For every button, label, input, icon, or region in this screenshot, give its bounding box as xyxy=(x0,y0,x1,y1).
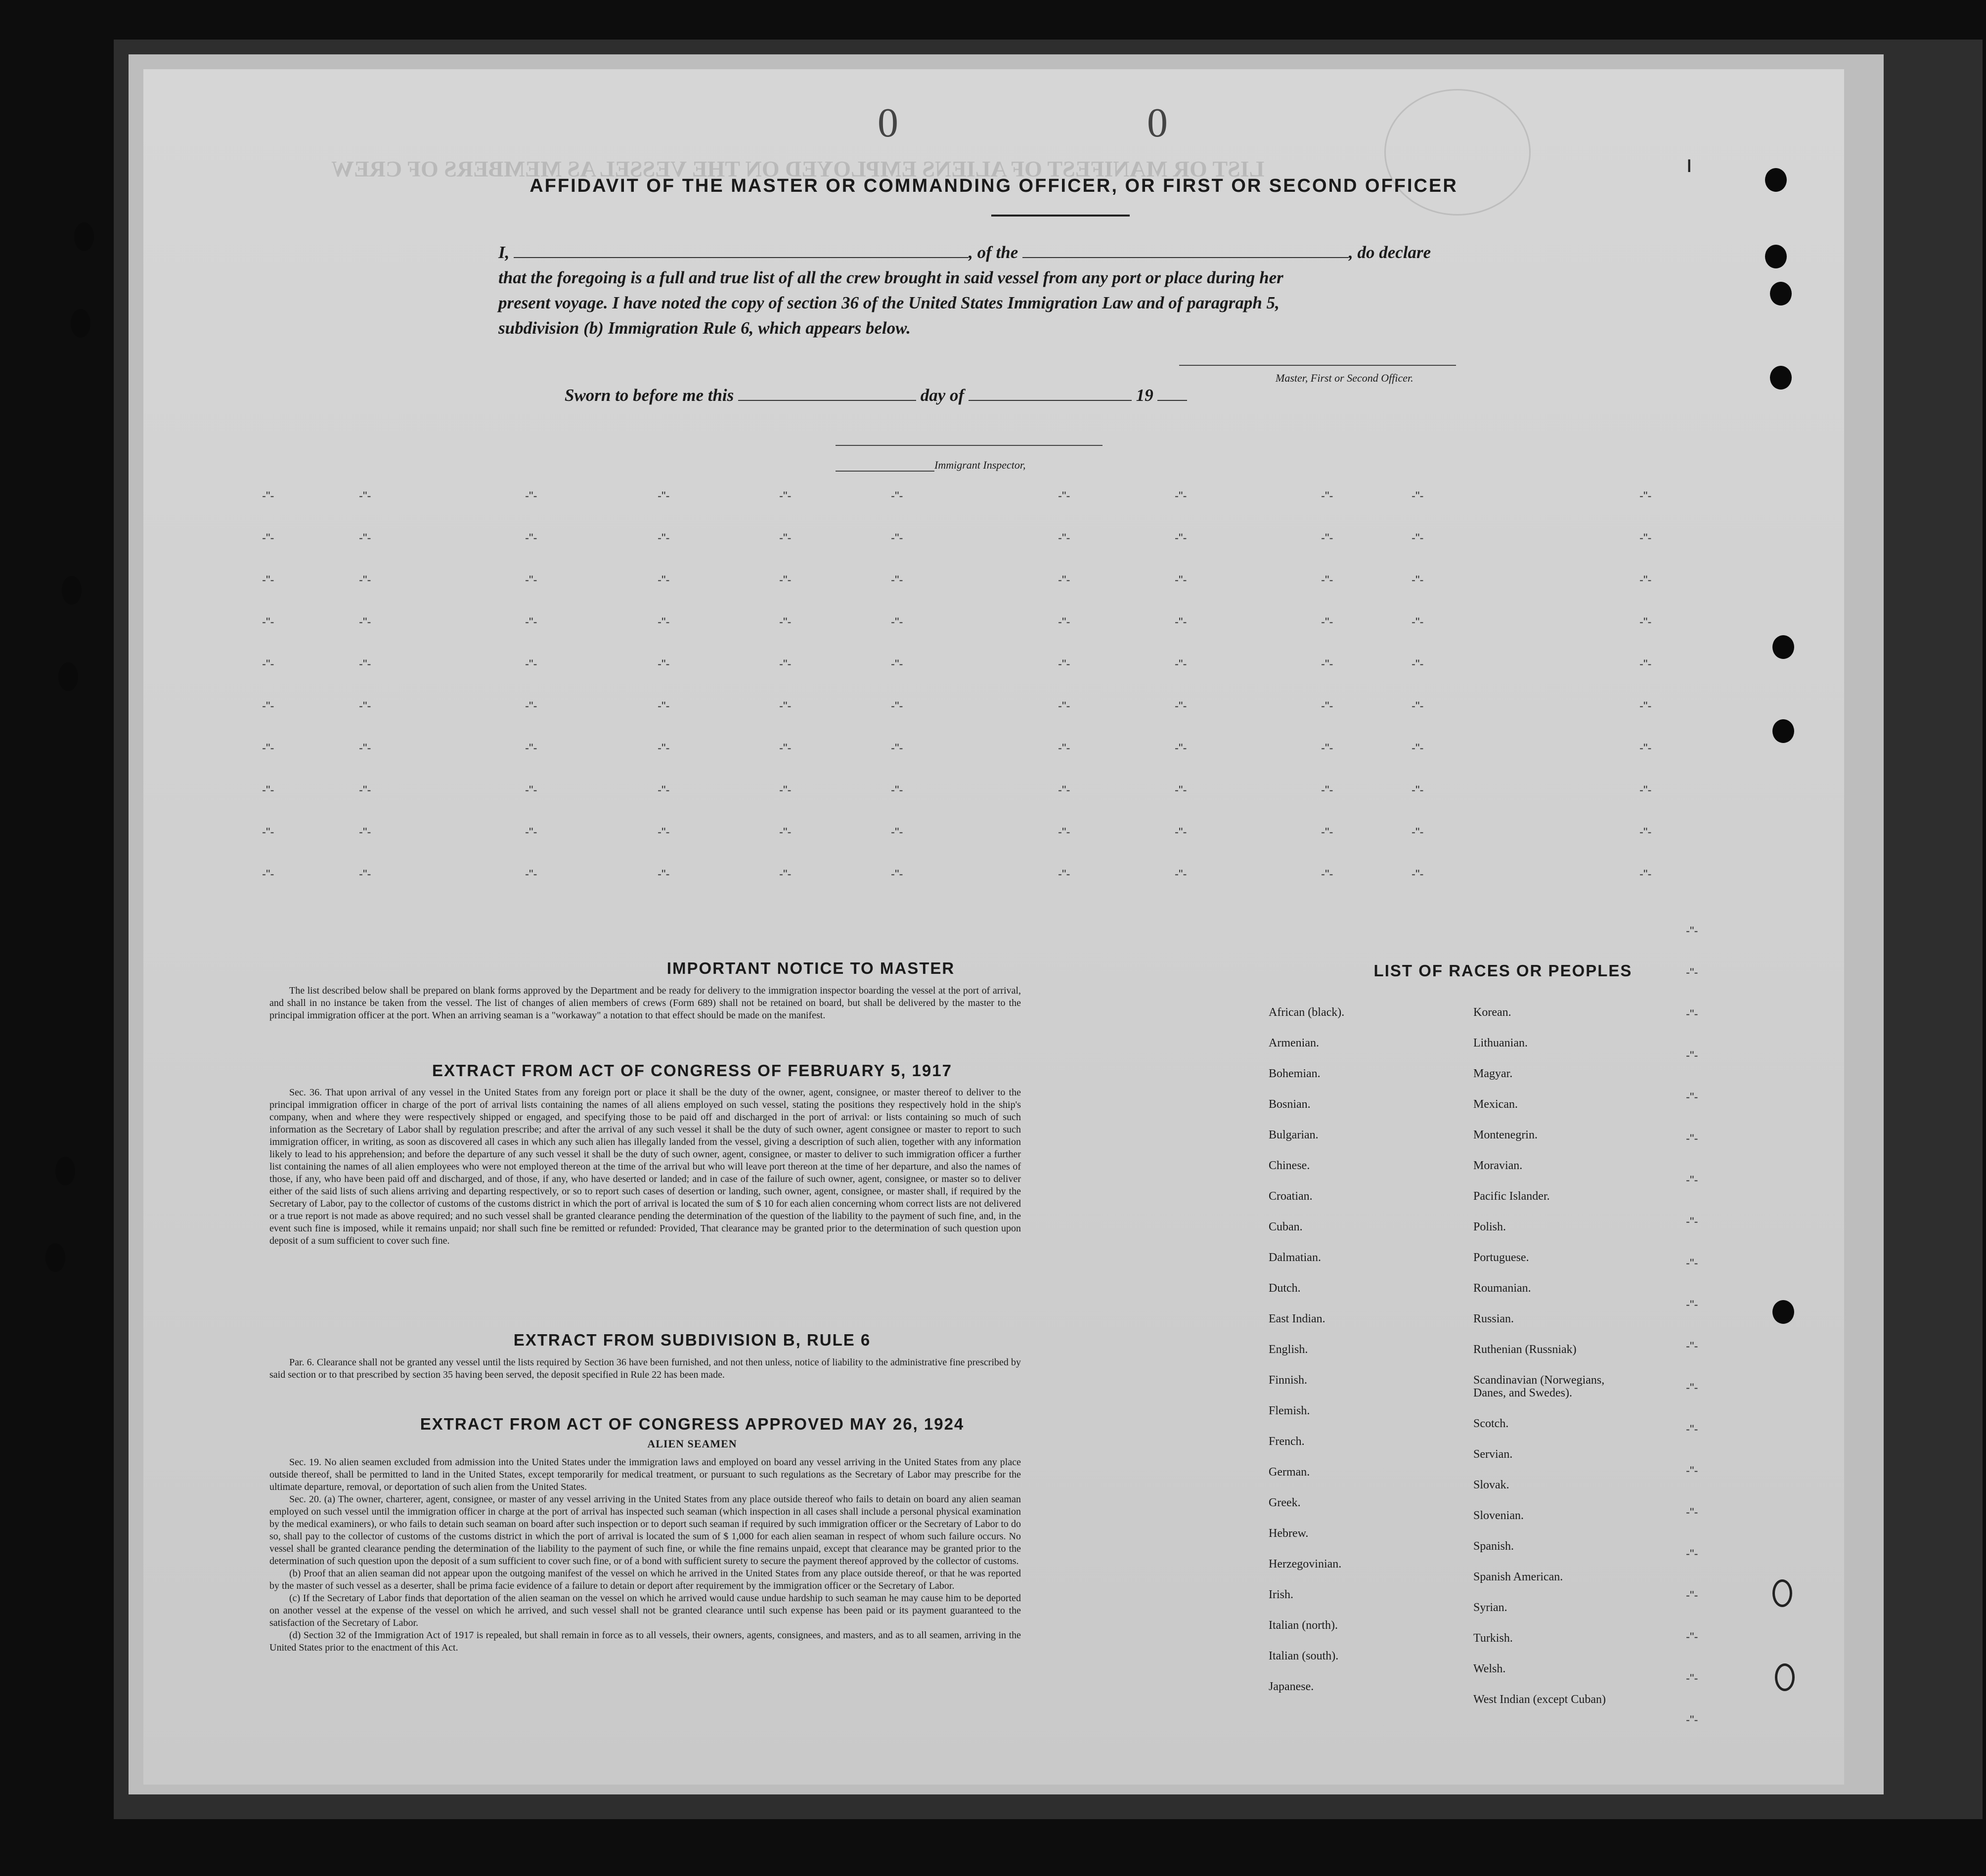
rule-6-text xyxy=(269,1356,1021,1381)
ditto-mark: -"- xyxy=(658,742,670,755)
ditto-mark: -"- xyxy=(1686,1007,1698,1021)
race-item: Lithuanian. xyxy=(1473,1037,1528,1049)
bleed-through-text: LIST OR MANIFEST OF ALIENS EMPLOYED ON THE VESSEL AS MEMBERS OF CREW xyxy=(331,156,1265,181)
punch-hole xyxy=(1772,719,1794,743)
ditto-mark: -"- xyxy=(1175,657,1187,671)
punch-hole xyxy=(1772,1300,1794,1324)
ditto-mark: -"- xyxy=(525,657,537,671)
affidavit-title: AFFIDAVIT OF THE MASTER OR COMMANDING OFFICER, OR FIRST OR SECOND OFFICER xyxy=(530,175,1458,196)
ditto-mark: -"- xyxy=(1058,657,1070,671)
race-item: Bulgarian. xyxy=(1269,1129,1319,1141)
year-text: 19 xyxy=(1136,386,1153,405)
ditto-mark: -"- xyxy=(891,531,903,545)
ditto-mark: -"- xyxy=(1686,1049,1698,1062)
ditto-mark: -"- xyxy=(359,615,371,629)
ditto-mark: -"- xyxy=(1686,1423,1698,1436)
ditto-mark: -"- xyxy=(658,699,670,713)
ditto-mark: -"- xyxy=(525,826,537,839)
title-underline xyxy=(991,215,1130,217)
sworn-line xyxy=(565,386,1187,405)
race-item: Croatian. xyxy=(1269,1190,1313,1203)
ditto-mark: -"- xyxy=(658,784,670,797)
vessel-blank xyxy=(1022,257,1349,258)
name-blank xyxy=(514,257,969,258)
ditto-mark: -"- xyxy=(891,784,903,797)
race-item: Montenegrin. xyxy=(1473,1129,1538,1141)
ditto-mark: -"- xyxy=(1058,868,1070,881)
ditto-mark: -"- xyxy=(891,826,903,839)
ditto-mark: -"- xyxy=(1639,573,1652,587)
affidavit-body xyxy=(498,240,1586,341)
ditto-mark: -"- xyxy=(891,742,903,755)
races-title: LIST OF RACES OR PEOPLES xyxy=(1373,961,1633,980)
binder-hole xyxy=(55,1157,75,1185)
race-item: Mexican. xyxy=(1473,1098,1518,1111)
race-item: East Indian. xyxy=(1269,1312,1325,1325)
ditto-mark: -"- xyxy=(1058,742,1070,755)
act-1924-sec-20c: (c) If the Secretary of Labor finds that deportation of the alien seaman on the vessel on which he arrived would cause undue hardship to such seaman he may cause him to be deported on another vessel at the expense of the vessel on which he arrived, and such vessel shall not be granted clearance until such expense has been paid or its payment guaranteed to the satisfaction of the Secretary of Labor. xyxy=(269,1593,1021,1628)
ditto-mark: -"- xyxy=(359,489,371,503)
race-item: Dutch. xyxy=(1269,1282,1301,1295)
ditto-mark: -"- xyxy=(1412,826,1424,839)
master-signature-line xyxy=(1179,365,1456,366)
ditto-mark: -"- xyxy=(1686,1589,1698,1602)
punch-hole xyxy=(1772,635,1794,659)
ditto-mark: -"- xyxy=(1686,1381,1698,1395)
race-item: Japanese. xyxy=(1269,1680,1314,1693)
race-item: African (black). xyxy=(1269,1006,1345,1019)
ditto-mark: -"- xyxy=(1686,1091,1698,1104)
punch-hole xyxy=(1770,366,1792,390)
affidavit-line-1 xyxy=(498,240,1586,265)
affidavit-line-4: subdivision (b) Immigration Rule 6, which appears below. xyxy=(498,318,911,338)
race-item: Bosnian. xyxy=(1269,1098,1311,1111)
race-item: Magyar. xyxy=(1473,1067,1513,1080)
race-item: Italian (south). xyxy=(1269,1650,1339,1662)
ditto-mark: -"- xyxy=(779,489,792,503)
ditto-mark: -"- xyxy=(1175,699,1187,713)
ditto-mark: -"- xyxy=(262,573,274,587)
ditto-mark: -"- xyxy=(1686,1464,1698,1478)
year-blank xyxy=(1157,400,1187,401)
race-item: Chinese. xyxy=(1269,1159,1310,1172)
inspector-signature-line xyxy=(836,445,1103,446)
ditto-mark: -"- xyxy=(1686,1215,1698,1228)
ditto-mark: -"- xyxy=(1639,615,1652,629)
race-item: Dalmatian. xyxy=(1269,1251,1321,1264)
day-of-text: day of xyxy=(920,386,965,405)
ditto-mark: -"- xyxy=(779,699,792,713)
ditto-mark: -"- xyxy=(1321,699,1333,713)
ditto-mark: -"- xyxy=(1058,826,1070,839)
ditto-mark: -"- xyxy=(359,784,371,797)
race-item: West Indian (except Cuban) xyxy=(1473,1693,1606,1706)
race-item: Korean. xyxy=(1473,1006,1511,1019)
ditto-mark: -"- xyxy=(1639,489,1652,503)
ditto-mark: -"- xyxy=(525,784,537,797)
act-1924-sec-20b: (b) Proof that an alien seaman did not appear upon the outgoing manifest of the vessel on which he arrived in the United States from any place outside thereof, or that he was reported by the master of such vessel as a deserter, shall be prima facie evidence of a failure to detain or deport after requirement by the immigration officer or the Secretary of Labor. xyxy=(269,1568,1021,1591)
ditto-mark: -"- xyxy=(1412,868,1424,881)
ditto-mark: -"- xyxy=(1686,1340,1698,1353)
ditto-mark: -"- xyxy=(1175,742,1187,755)
ditto-mark: -"- xyxy=(1686,966,1698,979)
ditto-mark: -"- xyxy=(658,531,670,545)
act-1924-sec-20d: (d) Section 32 of the Immigration Act of 1917 is repealed, but shall remain in force as to all vessels, their owners, agents, consignees, and masters, and as to all seamen, arriving in the United States prior to the enactment of this Act. xyxy=(269,1630,1021,1653)
affidavit-i: I, xyxy=(498,243,510,262)
ditto-mark: -"- xyxy=(262,615,274,629)
ditto-mark: -"- xyxy=(1058,784,1070,797)
manifest-page xyxy=(143,69,1844,1785)
ditto-mark: -"- xyxy=(1412,489,1424,503)
ditto-mark: -"- xyxy=(658,489,670,503)
race-item: Roumanian. xyxy=(1473,1282,1531,1295)
ditto-mark: -"- xyxy=(1686,1547,1698,1561)
affidavit-line-2: that the foregoing is a full and true list of all the crew brought in said vessel from any port or place during her xyxy=(498,268,1283,287)
ditto-mark: -"- xyxy=(1175,826,1187,839)
ditto-mark: -"- xyxy=(1412,531,1424,545)
day-blank xyxy=(738,400,916,401)
sworn-text: Sworn to before me this xyxy=(565,386,734,405)
ditto-mark: -"- xyxy=(1175,489,1187,503)
ditto-mark: -"- xyxy=(1639,531,1652,545)
binder-hole xyxy=(45,1243,65,1272)
race-item: Syrian. xyxy=(1473,1601,1507,1614)
race-item: Russian. xyxy=(1473,1312,1514,1325)
ditto-mark: -"- xyxy=(1321,742,1333,755)
race-item: Portuguese. xyxy=(1473,1251,1529,1264)
ditto-mark: -"- xyxy=(1058,489,1070,503)
race-item: Danes, and Swedes). xyxy=(1473,1387,1572,1399)
punch-hole xyxy=(1770,282,1792,305)
act-1924-sec-20a: Sec. 20. (a) The owner, charterer, agent, consignee, or master of any vessel arriving in the United States from any place outside thereof who fails to detain on board any alien seaman employed on such vessel until the immigration officer in charge at the port of arrival has inspected such seaman (which inspection in all cases shall include a personal physical examination by the medical examiners), or who fails to detain such seaman on board after such inspection or to deport such seaman if required by such immigration officer or the Secretary of Labor to do so, shall pay to the collector of customs of the customs district in which the port of arrival is located the sum of $ 1,000 for each alien seaman in respect of whom such failure occurs. No vessel shall be granted clearance pending the determination of the liability to the payment of such fine, or while the fine remains unpaid, except that clearance may be granted prior to the determination of such question upon the deposit of a sum sufficient to cover such fine, or of a bond with sufficient surety to secure the payment thereof approved by the collector of customs. xyxy=(269,1494,1021,1567)
binder-hole xyxy=(74,222,94,251)
ditto-mark: -"- xyxy=(262,699,274,713)
ditto-mark: -"- xyxy=(891,699,903,713)
ditto-mark: -"- xyxy=(779,573,792,587)
ditto-mark: -"- xyxy=(891,573,903,587)
act-1924-title: EXTRACT FROM ACT OF CONGRESS APPROVED MAY 26, 1924 xyxy=(420,1415,965,1433)
affidavit-declare: , do declare xyxy=(1349,243,1431,262)
ditto-mark: -"- xyxy=(1639,699,1652,713)
ditto-mark: -"- xyxy=(1058,531,1070,545)
act-1924-subtitle: ALIEN SEAMEN xyxy=(647,1438,737,1450)
notice-title: IMPORTANT NOTICE TO MASTER xyxy=(666,959,955,977)
ditto-mark: -"- xyxy=(1639,826,1652,839)
ditto-mark: -"- xyxy=(779,615,792,629)
ditto-mark: -"- xyxy=(1321,573,1333,587)
ditto-mark: -"- xyxy=(525,868,537,881)
ditto-mark: -"- xyxy=(779,742,792,755)
punch-hole xyxy=(1765,245,1787,268)
race-item: Herzegovinian. xyxy=(1269,1558,1342,1571)
race-item: English. xyxy=(1269,1343,1308,1356)
month-blank xyxy=(969,400,1132,401)
rule-6-paragraph: Par. 6. Clearance shall not be granted any vessel until the lists required by Section 36 have been furnished, and not then unless, notice of liability to the administrative fine prescribed by said section or to that prescribed by section 35 having been served, the deposit specified in Rule 22 has been made. xyxy=(269,1357,1021,1380)
act-1924-sec-19: Sec. 19. No alien seamen excluded from admission into the United States under the immigration laws and employed on board any vessel arriving in the United States from any place outside thereof, shall be permitted to land in the United States, except temporarily for medical treatment, or pursuant to such regulations as the Secretary of Labor may prescribe for the ultimate departure, removal, or deportation of such alien from the United States. xyxy=(269,1457,1021,1492)
ditto-mark: -"- xyxy=(359,531,371,545)
ditto-mark: -"- xyxy=(359,742,371,755)
race-item: Polish. xyxy=(1473,1221,1506,1233)
ditto-mark: -"- xyxy=(1639,657,1652,671)
ditto-mark: -"- xyxy=(1175,784,1187,797)
ditto-mark: -"- xyxy=(262,742,274,755)
binder-hole xyxy=(71,309,90,338)
ditto-mark: -"- xyxy=(1639,742,1652,755)
ditto-mark: -"- xyxy=(525,742,537,755)
binder-hole xyxy=(62,576,82,605)
ditto-mark: -"- xyxy=(1412,573,1424,587)
race-item: Bohemian. xyxy=(1269,1067,1321,1080)
rule-6-title: EXTRACT FROM SUBDIVISION B, RULE 6 xyxy=(513,1331,871,1349)
race-item: Moravian. xyxy=(1473,1159,1523,1172)
ditto-mark: -"- xyxy=(1175,531,1187,545)
race-item: Flemish. xyxy=(1269,1404,1310,1417)
race-item: Irish. xyxy=(1269,1588,1293,1601)
ditto-mark: -"- xyxy=(1058,573,1070,587)
ditto-mark: -"- xyxy=(779,868,792,881)
ditto-mark: -"- xyxy=(359,868,371,881)
ditto-mark: -"- xyxy=(1321,657,1333,671)
ditto-mark: -"- xyxy=(658,826,670,839)
race-item: Greek. xyxy=(1269,1496,1301,1509)
ink-mark: ı xyxy=(1686,151,1693,177)
race-item: Pacific Islander. xyxy=(1473,1190,1550,1203)
punch-hole xyxy=(1775,1663,1795,1691)
ditto-mark: -"- xyxy=(1321,826,1333,839)
ditto-mark: -"- xyxy=(1686,1298,1698,1311)
ditto-mark: -"- xyxy=(262,657,274,671)
punch-hole xyxy=(1772,1579,1792,1607)
race-item: Slovak. xyxy=(1473,1479,1509,1491)
binder-hole xyxy=(58,662,78,691)
race-item: Spanish American. xyxy=(1473,1571,1563,1583)
race-item: Ruthenian (Russniak) xyxy=(1473,1343,1577,1356)
ditto-mark: -"- xyxy=(1686,1672,1698,1685)
ditto-mark: -"- xyxy=(658,573,670,587)
ditto-mark: -"- xyxy=(262,826,274,839)
ditto-mark: -"- xyxy=(1412,742,1424,755)
ditto-mark: -"- xyxy=(1412,699,1424,713)
race-item: Welsh. xyxy=(1473,1662,1506,1675)
race-item: Scotch. xyxy=(1473,1417,1509,1430)
act-1924-text xyxy=(269,1456,1021,1654)
race-item: Turkish. xyxy=(1473,1632,1513,1645)
ditto-mark: -"- xyxy=(262,531,274,545)
ditto-mark: -"- xyxy=(262,489,274,503)
ditto-mark: -"- xyxy=(1686,1506,1698,1519)
ditto-mark: -"- xyxy=(1321,531,1333,545)
ditto-mark: -"- xyxy=(891,657,903,671)
ditto-mark: -"- xyxy=(1321,615,1333,629)
ditto-mark: -"- xyxy=(359,573,371,587)
ditto-mark: -"- xyxy=(891,489,903,503)
ditto-mark: -"- xyxy=(1321,784,1333,797)
race-item: Armenian. xyxy=(1269,1037,1319,1049)
ditto-mark: -"- xyxy=(1058,699,1070,713)
ditto-mark: -"- xyxy=(1686,1713,1698,1727)
ditto-mark: -"- xyxy=(1321,489,1333,503)
ditto-mark: -"- xyxy=(1412,657,1424,671)
ditto-mark: -"- xyxy=(779,657,792,671)
ditto-mark: -"- xyxy=(1175,868,1187,881)
punch-mark-right: 0 xyxy=(1147,100,1168,146)
ditto-mark: -"- xyxy=(1686,1630,1698,1644)
race-item: Hebrew. xyxy=(1269,1527,1309,1540)
ditto-mark: -"- xyxy=(1639,784,1652,797)
ditto-mark: -"- xyxy=(658,868,670,881)
ditto-mark: -"- xyxy=(1686,924,1698,938)
ditto-mark: -"- xyxy=(658,615,670,629)
ditto-mark: -"- xyxy=(1412,615,1424,629)
ditto-mark: -"- xyxy=(525,489,537,503)
ditto-mark: -"- xyxy=(1639,868,1652,881)
ditto-mark: -"- xyxy=(1058,615,1070,629)
inspector-signature-line-lower xyxy=(836,471,934,472)
affidavit-of-the: , of the xyxy=(969,243,1018,262)
ditto-mark: -"- xyxy=(1175,573,1187,587)
ditto-mark: -"- xyxy=(779,826,792,839)
inspector-label: Immigrant Inspector, xyxy=(934,459,1026,471)
notice-paragraph: The list described below shall be prepared on blank forms approved by the Department and be ready for delivery to the immigration inspector boarding the vessel at the port of arrival, and shall in no instance be taken from the vessel. The list of changes of alien members of crews (Form 689) shall not be retained on board, but shall be delivered by the master to the principal immigration officer at the port. When an arriving seaman is a "workaway" a notation to that effect should be made on the manifest. xyxy=(269,985,1021,1021)
ditto-mark: -"- xyxy=(525,531,537,545)
act-1917-paragraph: Sec. 36. That upon arrival of any vessel in the United States from any foreign port or place it shall be the duty of the owner, agent, consignee, or master thereof to deliver to the principal immigration officer in charge of the port of arrival lists containing the names of all aliens employed on such vessel, stating the positions they respectively hold in the ship's company, when and where they were respectively shipped or engaged, and specifying those to be paid off and discharged in the port of arrival: or lists containing so much of such information as the Secretary of Labor shall by regulation prescribe; and after the arrival of any such vessel it shall be the duty of such owner, agent consignee or master to report to such immigration officer, in writing, as soon as discovered all cases in which any such alien has illegally landed from the vessel, giving a description of such alien, together with any information likely to lead to his apprehension; and before the departure of any such vessel it shall be the duty of such owner, agent, consignee, or master to deliver to such immigration officer a further list containing the names of all alien employees who were not employed thereon at the time of the arrival but who will leave port thereon at the time of her departure, and also the names of those, if any, who have been paid off and discharged, and of those, if any, who have deserted or landed; and in case of the failure of such owner, agent, consignee, or master so to deliver either of the said lists of such aliens arriving and departing respectively, or so to report such cases of desertion or landing, such owner, agent, consignee, or master shall, if required by the Secretary of Labor, pay to the collector of customs of the customs district in which the port of arrival is located the sum of $ 10 for each alien concerning whom correct lists are not delivered or a true report is not made as above required; and no such vessel shall be granted clearance pending the determination of the question of the liability to the payment of such fine, and, in the event such fine is imposed, while it remains unpaid; nor shall such fine be remitted or refunded: Provided, That clearance may be granted prior to the determination of such question upon deposit of a sum sufficient to cover such fine. xyxy=(269,1087,1021,1246)
act-1917-text xyxy=(269,1087,1021,1247)
ditto-mark: -"- xyxy=(891,868,903,881)
ditto-mark: -"- xyxy=(262,784,274,797)
race-item: Italian (north). xyxy=(1269,1619,1338,1632)
ditto-mark: -"- xyxy=(525,573,537,587)
ditto-mark: -"- xyxy=(525,699,537,713)
race-item: Scandinavian (Norwegians, xyxy=(1473,1374,1605,1387)
ditto-mark: -"- xyxy=(779,784,792,797)
ditto-mark: -"- xyxy=(1321,868,1333,881)
race-item: German. xyxy=(1269,1466,1310,1479)
ditto-mark: -"- xyxy=(359,657,371,671)
ditto-mark: -"- xyxy=(359,699,371,713)
ditto-mark: -"- xyxy=(1686,1132,1698,1145)
ditto-mark: -"- xyxy=(262,868,274,881)
race-item: Slovenian. xyxy=(1473,1509,1524,1522)
race-item: Spanish. xyxy=(1473,1540,1514,1553)
punch-mark-left: 0 xyxy=(878,100,898,146)
ditto-mark: -"- xyxy=(891,615,903,629)
race-item: French. xyxy=(1269,1435,1305,1448)
ditto-mark: -"- xyxy=(1412,784,1424,797)
master-signature-label: Master, First or Second Officer. xyxy=(1276,372,1413,384)
affidavit-line-3: present voyage. I have noted the copy of section 36 of the United States Immigration Law and of paragraph 5, xyxy=(498,293,1280,312)
ditto-mark: -"- xyxy=(658,657,670,671)
race-item: Finnish. xyxy=(1269,1374,1308,1387)
ditto-mark: -"- xyxy=(779,531,792,545)
ditto-mark: -"- xyxy=(359,826,371,839)
ditto-mark: -"- xyxy=(1686,1257,1698,1270)
notice-text xyxy=(269,985,1021,1022)
ditto-mark: -"- xyxy=(525,615,537,629)
ditto-mark: -"- xyxy=(1686,1174,1698,1187)
race-item: Servian. xyxy=(1473,1448,1513,1461)
act-1917-title: EXTRACT FROM ACT OF CONGRESS OF FEBRUARY 5, 1917 xyxy=(432,1061,952,1080)
race-item: Cuban. xyxy=(1269,1221,1303,1233)
ditto-mark: -"- xyxy=(1175,615,1187,629)
